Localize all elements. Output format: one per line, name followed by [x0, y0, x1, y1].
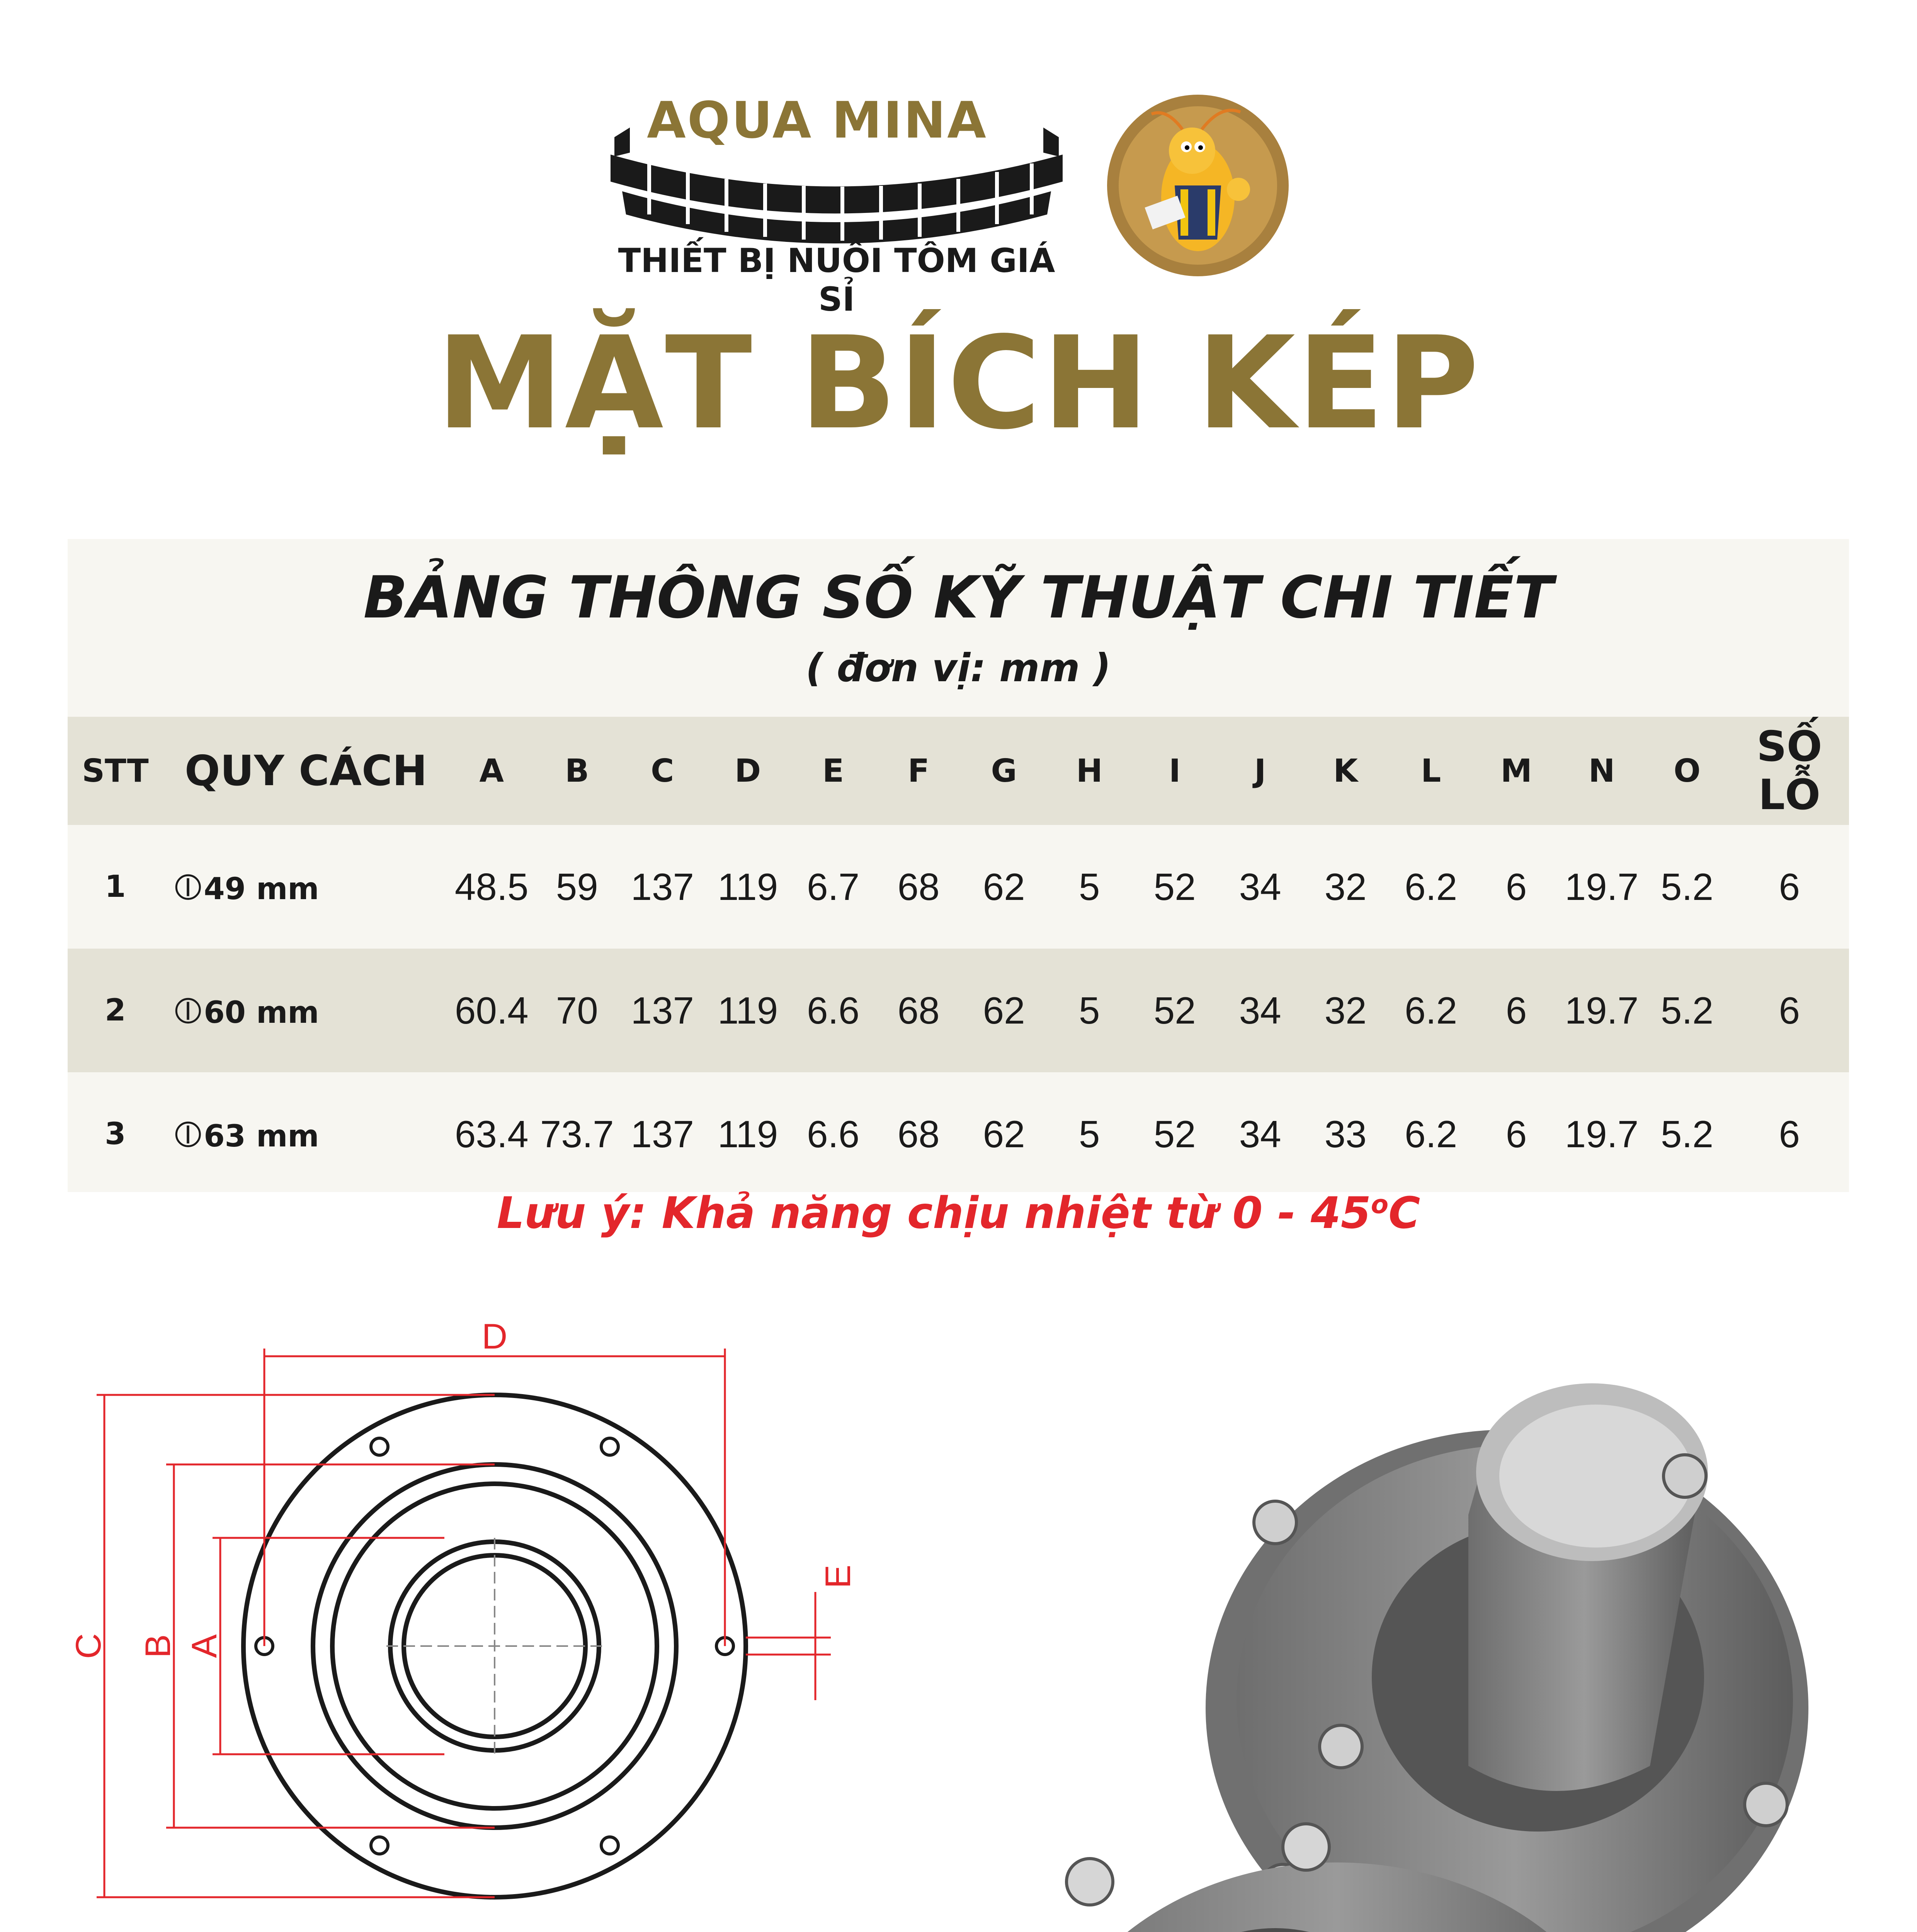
cell-so-lo: 6 [1779, 865, 1800, 908]
header-l: L [1420, 752, 1441, 789]
cell-h: 5 [1078, 1112, 1100, 1155]
cell-f: 68 [897, 865, 940, 908]
cell-f: 68 [897, 989, 940, 1032]
cell-spec-text: 63 mm [204, 1119, 319, 1154]
table-row [68, 1072, 1849, 1196]
cell-k: 33 [1324, 1112, 1367, 1155]
header-so-lo: SỐ LỖ [1756, 723, 1822, 819]
cell-l: 6.2 [1404, 1112, 1458, 1155]
cell-g: 62 [983, 1112, 1025, 1155]
spec-table [68, 717, 1849, 1196]
header-d: D [735, 752, 761, 789]
cell-b: 59 [556, 865, 598, 908]
cell-d: 119 [718, 1112, 778, 1155]
cell-l: 6.2 [1404, 989, 1458, 1032]
cell-o: 5.2 [1660, 865, 1714, 908]
cell-i: 52 [1153, 989, 1196, 1032]
diameter-icon: ⦶ [174, 988, 202, 1032]
dim-label-e: E [818, 1565, 858, 1588]
cell-e: 6.6 [807, 1112, 860, 1155]
cell-n: 19.7 [1565, 989, 1639, 1032]
cell-stt: 1 [105, 869, 126, 904]
cell-j: 34 [1239, 1112, 1281, 1155]
cell-spec-text: 60 mm [204, 995, 319, 1030]
dim-label-d: D [481, 1317, 508, 1356]
cell-a: 60.4 [454, 989, 529, 1032]
header-e: E [822, 752, 844, 789]
cell-stt: 2 [105, 993, 126, 1028]
cell-n: 19.7 [1565, 1112, 1639, 1155]
cell-a: 63.4 [454, 1112, 529, 1155]
header-n: N [1588, 752, 1615, 789]
cell-n: 19.7 [1565, 865, 1639, 908]
cell-c: 137 [631, 865, 694, 908]
cell-j: 34 [1239, 865, 1281, 908]
temperature-note [0, 1188, 1917, 1238]
header-f: F [908, 752, 930, 789]
header-o: O [1674, 752, 1701, 789]
header-k: K [1333, 752, 1358, 789]
spec-table-title: BẢNG THÔNG SỐ KỸ THUẬT CHI TIẾT [363, 564, 1553, 631]
cell-m: 6 [1505, 1112, 1527, 1155]
cell-e: 6.7 [807, 865, 860, 908]
header-m: M [1500, 752, 1532, 789]
cell-m: 6 [1505, 865, 1527, 908]
front-view-drawing [58, 1306, 889, 1932]
cell-f: 68 [897, 1112, 940, 1155]
header-stt: STT [82, 752, 149, 789]
cell-a: 48.5 [454, 865, 529, 908]
cell-o: 5.2 [1660, 989, 1714, 1032]
cell-j: 34 [1239, 989, 1281, 1032]
product-title: MẶT BÍCH KÉP [436, 309, 1481, 457]
table-row [68, 825, 1849, 949]
note-text: Lưu ý: Khả năng chịu nhiệt từ 0 - 45 [497, 1188, 1371, 1238]
cell-i: 52 [1153, 1112, 1196, 1155]
shrimp-mascot-icon [1105, 93, 1291, 278]
cell-spec [163, 1072, 449, 1196]
cell-m: 6 [1505, 989, 1527, 1032]
cell-h: 5 [1078, 865, 1100, 908]
brand-tagline: THIẾT BỊ NUÔI TÔM GIÁ SỈ [618, 242, 1055, 319]
cell-g: 62 [983, 989, 1025, 1032]
header-h: H [1076, 752, 1103, 789]
header-j: J [1254, 752, 1266, 789]
header-spec: QUY CÁCH [184, 747, 427, 795]
cell-d: 119 [718, 865, 778, 908]
diameter-icon: ⦶ [174, 865, 202, 908]
cell-stt: 3 [105, 1117, 126, 1151]
dim-label-a: A [185, 1634, 224, 1658]
note-degree: o [1371, 1189, 1389, 1219]
cell-so-lo: 6 [1779, 1112, 1800, 1155]
cell-k: 32 [1324, 989, 1367, 1032]
header-b: B [565, 752, 589, 789]
diameter-icon: ⦶ [174, 1112, 202, 1155]
cell-b: 73.7 [540, 1112, 614, 1155]
cell-c: 137 [631, 989, 694, 1032]
cell-g: 62 [983, 865, 1025, 908]
table-header-row [68, 717, 1849, 825]
header-c: C [651, 752, 674, 789]
cell-e: 6.6 [807, 989, 860, 1032]
table-row [68, 949, 1849, 1072]
cell-spec [163, 949, 449, 1072]
cell-spec-text: 49 mm [204, 872, 319, 906]
cell-l: 6.2 [1404, 865, 1458, 908]
cell-so-lo: 6 [1779, 989, 1800, 1032]
brand-logo-name: AQUA MINA [647, 91, 988, 150]
spec-table-unit: ( đơn vị: mm ) [806, 645, 1111, 690]
cell-b: 70 [556, 989, 598, 1032]
header-i: I [1169, 752, 1181, 789]
cell-o: 5.2 [1660, 1112, 1714, 1155]
product-photo [935, 1321, 1901, 1932]
header-a: A [479, 752, 504, 789]
cell-k: 32 [1324, 865, 1367, 908]
note-unit: C [1388, 1188, 1420, 1238]
dim-label-b: B [138, 1634, 178, 1658]
cell-spec [163, 825, 449, 949]
header-g: G [991, 752, 1017, 789]
cell-c: 137 [631, 1112, 694, 1155]
cell-d: 119 [718, 989, 778, 1032]
cell-h: 5 [1078, 989, 1100, 1032]
dim-label-c: C [69, 1633, 108, 1659]
cell-i: 52 [1153, 865, 1196, 908]
